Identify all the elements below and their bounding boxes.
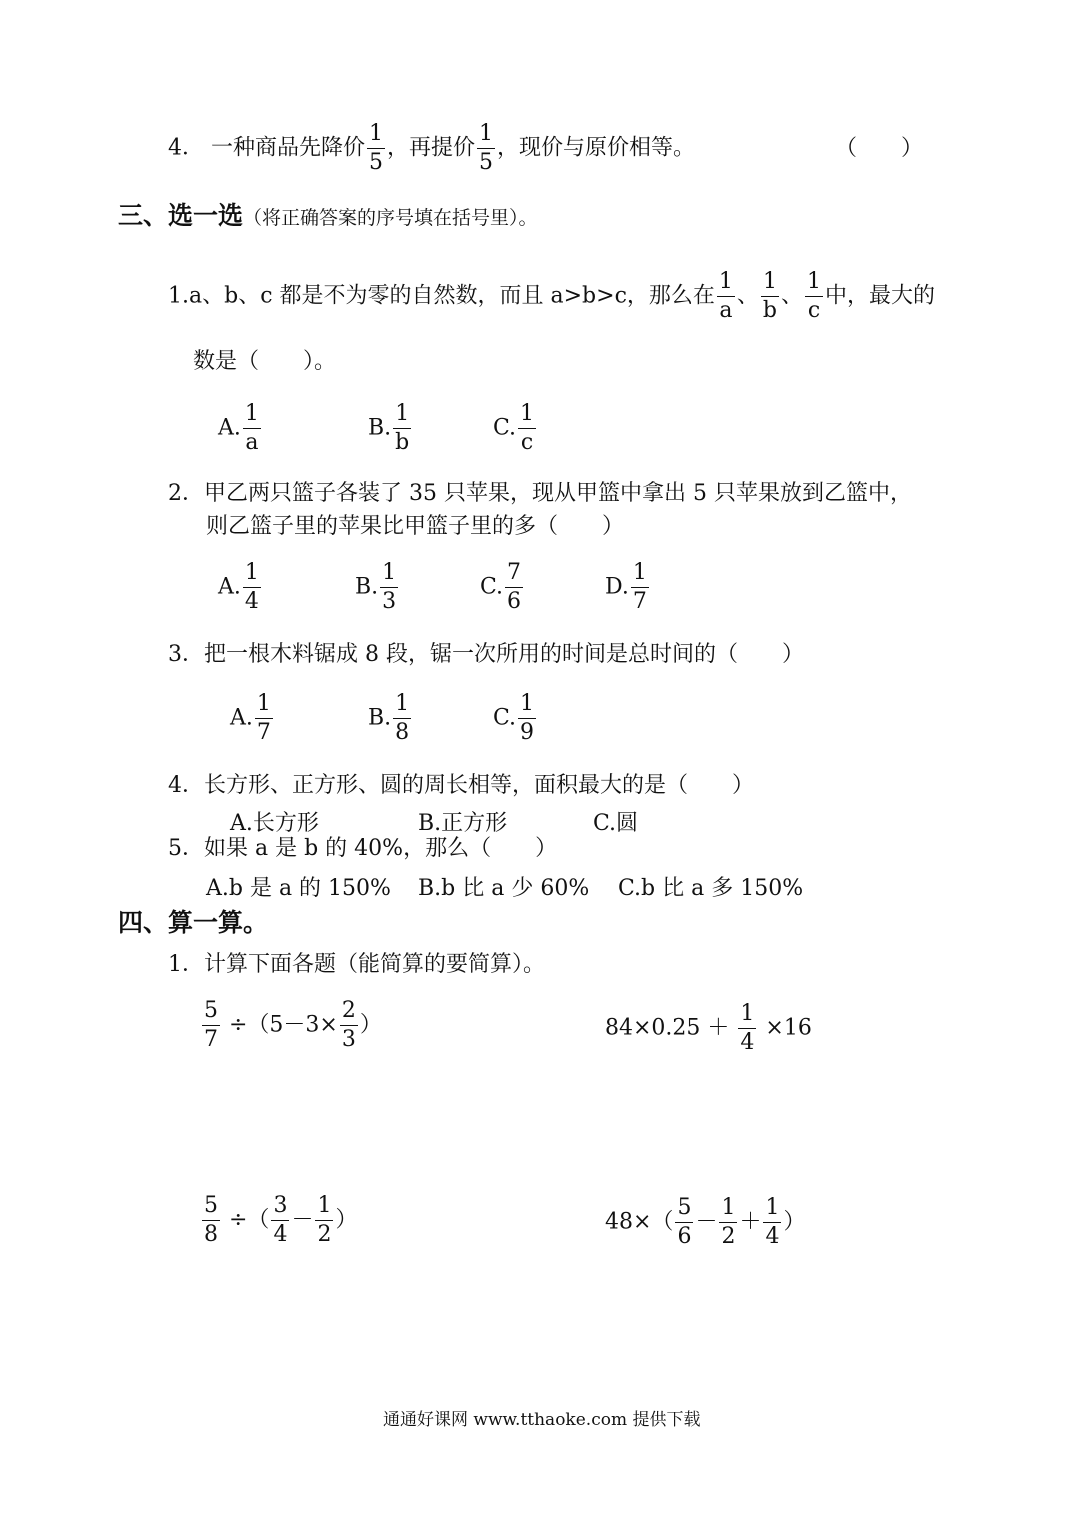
expression-2: 84×0.25 ＋ $\frac{1}{4}$ ×16 [605, 1001, 812, 1055]
question-number: 1. [168, 283, 189, 309]
fraction: $\frac{1}{5}$ [369, 121, 384, 175]
question-1: 1.a、b、c 都是不为零的自然数，而且 a>b>c，那么在 $\frac{1}{a}$ 、 $\frac{1}{b}$ 、 $\frac{1}{c}$ 中，最大的 [168, 269, 936, 323]
fraction: $\frac{1}{b}$ [762, 269, 778, 323]
expression-4: 48×（ $\frac{5}{6}$ － $\frac{1}{2}$ ＋ $\frac{1}{4}$ ） [605, 1195, 806, 1249]
question-text: 计算下面各题（能简算的要简算）。 [204, 952, 546, 977]
q5-option-b[interactable]: B.b 比 a 少 60% [418, 876, 590, 901]
q4-option-c[interactable]: C.圆 [593, 811, 639, 836]
question-text: 把一根木料锯成 8 段，锯一次所用的时间是总时间的（ ） [204, 642, 804, 667]
section-note: （将正确答案的序号填在括号里）。 [243, 207, 538, 229]
item-text: ，现价与原价相等。 [497, 135, 696, 161]
item-number: 4． [168, 135, 204, 161]
question-text: 长方形、正方形、圆的周长相等，面积最大的是（ ） [204, 773, 755, 798]
question-1-cont: 数是（ ）。 [193, 349, 337, 374]
q1-option-c[interactable]: C. $\frac{1}{c}$ [493, 401, 535, 455]
question-number: 2． [168, 481, 204, 506]
expression-3: $\frac{5}{8}$ ÷（ $\frac{3}{4}$ － $\frac{1}{2}$ ） [204, 1193, 358, 1247]
question-number: 1． [168, 952, 204, 977]
q3-option-a[interactable]: A. $\frac{1}{7}$ [230, 691, 271, 745]
page-footer: 通通好课网 www.tthaoke.com 提供下载 [383, 1410, 701, 1430]
question-2-cont: 则乙篮子里的苹果比甲篮子里的多（ ） [206, 514, 625, 539]
q4-option-b[interactable]: B.正方形 [418, 811, 508, 836]
item-text: ，再提价 [387, 135, 476, 161]
q5-option-a[interactable]: A.b 是 a 的 150% [206, 876, 391, 901]
question-number: 4． [168, 773, 204, 798]
question-5 [168, 838, 557, 860]
question-3 [168, 644, 804, 666]
q1-option-b[interactable]: B. $\frac{1}{b}$ [368, 401, 410, 455]
fraction: $\frac{1}{c}$ [807, 269, 822, 323]
question-text: 如果 a 是 b 的 40%，那么（ ） [204, 836, 558, 861]
fraction: $\frac{1}{5}$ [479, 121, 494, 175]
q3-option-c[interactable]: C. $\frac{1}{9}$ [493, 691, 535, 745]
q2-option-b[interactable]: B. $\frac{1}{3}$ [355, 560, 397, 614]
question-number: 5． [168, 836, 204, 861]
section-4-title: 四、算一算。 [118, 908, 269, 937]
section-3-heading [118, 203, 538, 229]
judge-item-4 [168, 123, 695, 174]
q2-option-a[interactable]: A. $\frac{1}{4}$ [218, 560, 259, 614]
answer-paren[interactable]: （ ） [835, 136, 924, 161]
q2-option-c[interactable]: C. $\frac{7}{6}$ [480, 560, 522, 614]
section-title: 三、选一选 [118, 201, 244, 230]
question-2 [168, 483, 912, 505]
expression-1: $\frac{5}{7}$ ÷（5－3× $\frac{2}{3}$ ） [204, 998, 382, 1052]
question-text: 甲乙两只篮子各装了 35 只苹果，现从甲篮中拿出 5 只苹果放到乙篮中， [204, 481, 912, 506]
q4-option-a[interactable]: A.长方形 [230, 811, 319, 836]
question-number: 3． [168, 642, 204, 667]
q3-option-b[interactable]: B. $\frac{1}{8}$ [368, 691, 410, 745]
item-text: 一种商品先降价 [211, 135, 366, 161]
fraction: $\frac{1}{a}$ [718, 269, 733, 323]
q1-option-a[interactable]: A. $\frac{1}{a}$ [218, 401, 259, 455]
question-text: 中，最大的 [825, 283, 936, 309]
q2-option-d[interactable]: D. $\frac{1}{7}$ [605, 560, 647, 614]
calc-instruction [168, 954, 545, 976]
question-4 [168, 775, 754, 797]
question-text: a、b、c 都是不为零的自然数，而且 a>b>c，那么在 [189, 283, 715, 309]
q5-option-c[interactable]: C.b 比 a 多 150% [618, 876, 804, 901]
